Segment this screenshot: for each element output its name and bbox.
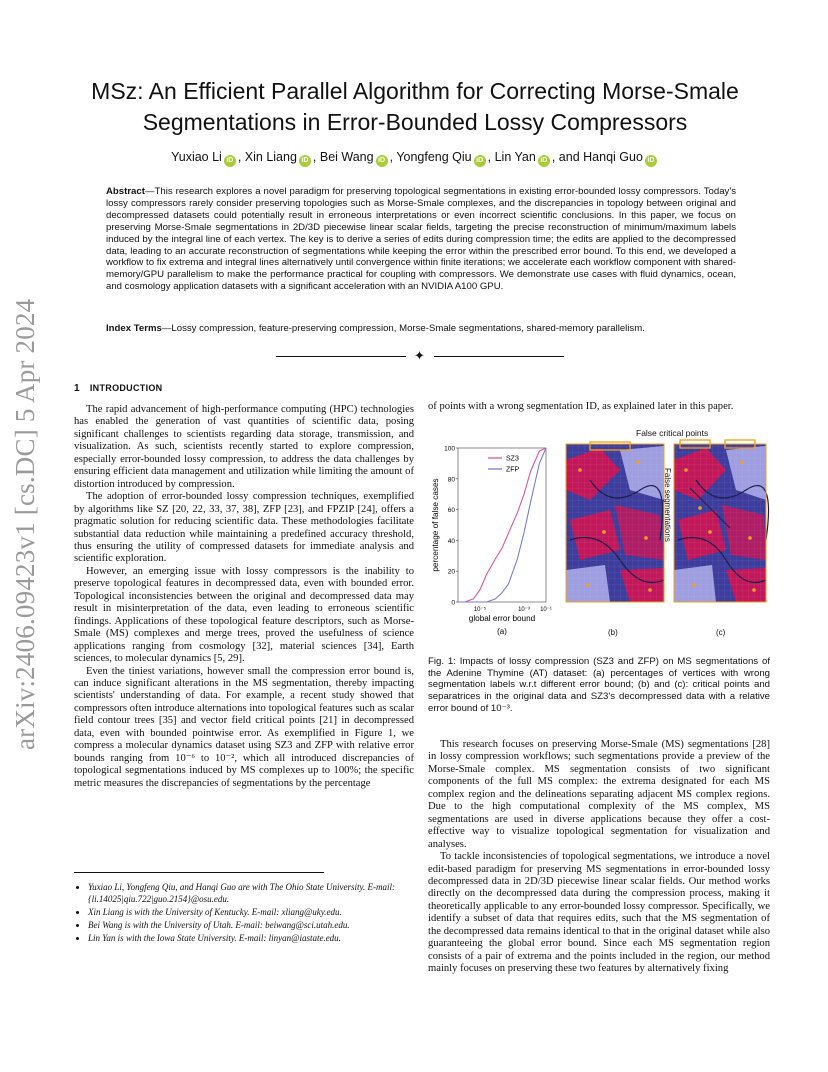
x-tick-label: 10⁻⁵	[473, 607, 487, 613]
author-name[interactable]: Lin Yan	[494, 150, 536, 164]
orcid-icon[interactable]: iD	[376, 155, 388, 167]
author-name[interactable]: Hanqi Guo	[583, 150, 643, 164]
orcid-icon[interactable]: iD	[645, 155, 657, 167]
false-segmentations-annotation: False segmentations	[663, 468, 672, 542]
orcid-icon[interactable]: iD	[474, 155, 486, 167]
abstract-label: Abstract	[106, 186, 145, 197]
body-paragraph: This research focuses on preserving Morse-Smale (MS) segmentations [28] in lossy compression workflows; such segmentations provide a preview of the Morse-Smale complex. MS segmentation consists of two significant components of the full MS complex: the extrema designated for each MS complex region and the delineations separating adjacent MS complex regions. Due to the high computational complexity of the MS complex, MS segmentations are used in diverse applications because they offer a cost-effective way to visualize topological segmentation for visualization and analyses.	[428, 739, 770, 850]
footnote-text: Bei Wang is with the University of Utah. E-mail: beiwang@sci.utah.edu.	[88, 919, 350, 930]
footnote-item	[88, 907, 419, 919]
right-column-continuation	[428, 401, 770, 413]
segmentation-original-image	[560, 440, 668, 645]
section-heading	[74, 383, 162, 394]
body-paragraph: However, an emerging issue with lossy compressors is the inability to preserve topological features in decompressed data, even with bounded error. Topological inconsistencies between the original and decompressed data may result in misinterpretation of the data, even leading to erroneous scientific findings. Applications of these topological feature descriptors, such as Morse-Smale (MS) complexes and merge trees, proved the usefulness of science applications ranging from cosmology [32], material sciences [34], Earth sciences, to molecular dynamics [5, 29].	[74, 565, 414, 665]
body-paragraph: Even the tiniest variations, however small the compression error bound is, can induce significant alterations in the MS segmentation, thereby impacting scientists' understanding of data. For example, a recent study showed that compressors often introduce alternations into topological features such as scalar field contour trees [35] and vector field critical points [21] in decompressed data, even with bounded pointwise error. As exemplified in Figure 1, we compress a molecular dynamics dataset using SZ3 and ZFP with relative error bounds ranging from 10⁻⁶ to 10⁻², which all introduced discrepancies of topological segmentations induced by MS complexes up to 100%; the specific metric measures the discrepancies of segmentations by the percentage	[74, 665, 414, 789]
body-paragraph: The rapid advancement of high-performance computing (HPC) technologies has enabled the generation of vast quantities of scientific data, posing significant challenges to scientists regarding data storage, transmission, and visualization. As such, scientists recently started to explore compression, especially error-bounded lossy compression, to address the data challenges by ensuring efficient data management and utilization while limiting the amount of distortion introduced by compression.	[74, 404, 414, 490]
y-tick-label: 60	[447, 507, 455, 515]
section-number: 1	[74, 383, 80, 394]
body-paragraph: The adoption of error-bounded lossy compression techniques, exemplified by algorithms like SZ [20, 22, 33, 37, 38], ZFP [23], and FPZIP [24], offers a pragmatic solution for reducing scientific data. These methodologies facilitate substantial data reduction while maintaining a predefined accuracy threshold, thus ensuring the utility of compressed datasets for immediate analysis and scientific exploration.	[74, 491, 414, 565]
y-tick-label: 80	[447, 476, 455, 484]
paper-title: MSz: An Efficient Parallel Algorithm for Correcting Morse-Smale Segmentations in Error-Bounded Lossy Compressors	[91, 78, 739, 135]
right-column-body	[428, 739, 770, 976]
footnote-text: Xin Liang is with the University of Kentucky. E-mail: xliang@uky.edu.	[88, 906, 342, 917]
section-title: INTRODUCTION	[89, 383, 163, 393]
series-line-sz3	[458, 448, 546, 602]
x-tick-label: 10⁻³	[518, 607, 530, 613]
x-axis-label: global error bound	[468, 614, 536, 623]
body-paragraph: of points with a wrong segmentation ID, as explained later in this paper.	[428, 401, 734, 412]
abstract	[106, 186, 736, 293]
author-name[interactable]: Yongfeng Qiu	[396, 150, 472, 164]
footnote-text: Lin Yan is with the Iowa State University. E-mail: linyan@iastate.edu.	[88, 932, 341, 943]
footnote-text: Yuxiao Li, Yongfeng Qiu, and Hanqi Guo are with The Ohio State University. E-mail: {li.14025|qiu.722|guo.2154}@osu.edu.	[88, 882, 396, 904]
figure-panel-a	[428, 440, 558, 645]
author-name[interactable]: Xin Liang	[244, 150, 297, 164]
abstract-text: —This research explores a novel paradigm for preserving topological segmentations in existing error-bounded lossy compressors. Today's lossy compressors rarely consider preserving topologies such as Morse-Smale complexes, and the discrepancies in topology between original and decompressed datasets could potentially result in erroneous interpretations or even incorrect scientific conclusions. In this paper, we focus on preserving Morse-Smale segmentations in 2D/3D piecewise linear scalar fields, targeting the precise reconstruction of minimum/maximum labels induced by the integral line of each vertex. The key is to derive a series of edits during compression time; the edits are applied to the decompressed data, leading to an accurate reconstruction of segmentations while keeping the error within the prescribed error bound. To this end, we developed a workflow to fix extrema and integral lines alternatively until convergence within finite iterations; we accelerate each workflow component with shared-memory/GPU parallelism to make the performance practical for coupling with compressors. We demonstrate use cases with fluid dynamics, ocean, and cosmology application datasets with a significant acceleration with an NVIDIA A100 GPU.	[106, 186, 736, 293]
section-separator	[276, 349, 566, 363]
footnote-rule	[74, 872, 324, 873]
orcid-icon[interactable]: iD	[299, 155, 311, 167]
footnote-item	[88, 920, 419, 932]
index-terms	[106, 323, 736, 335]
body-paragraph: To tackle inconsistencies of topological segmentations, we introduce a novel edit-based paradigm for preserving MS segmentations in error-bounded lossy decompressed data in 2D/3D piecewise linear scalar fields. Our method works directly on the decompressed data during the compression process, making it theoretically applicable to any error-bounded lossy compressor. Specifically, we identify a subset of data that requires edits, such that the MS segmentation of the decompressed data remains identical to that in the original dataset while also guaranteeing the global error bound. Since each MS segmentation region consists of a pair of extrema and the points included in the region, our method mainly focuses on preserving these two features by alternatively fixing	[428, 851, 770, 975]
y-tick-label: 0	[451, 599, 455, 607]
arxiv-identifier-stamp: arXiv:2406.09423v1 [cs.DC] 5 Apr 2024	[10, 298, 40, 750]
footnote-item	[88, 933, 419, 945]
y-tick-label: 20	[447, 568, 455, 576]
orcid-icon[interactable]: iD	[538, 155, 550, 167]
y-axis-label: percentage of false cases	[431, 478, 440, 572]
figure-panel-c	[636, 428, 770, 645]
x-tick-label: 10⁻¹	[540, 607, 552, 613]
orcid-icon[interactable]: iD	[224, 155, 236, 167]
panel-label-a: (a)	[497, 627, 507, 636]
legend-entry: SZ3	[506, 455, 519, 463]
plot-frame	[458, 448, 546, 602]
author-footnotes	[74, 882, 419, 946]
left-column-body	[74, 404, 414, 790]
figure-caption: Fig. 1: Impacts of lossy compression (SZ3 and ZFP) on MS segmentations of the Adenine Thymine (AT) dataset: (a) percentages of vertices with wrong segmentation labels w.r.t different error bound; (b) and (c): critical points and separatrices in the original data and SZ3's decompressed data with a relative error bound of 10⁻³.	[428, 656, 770, 714]
panel-label-b: (b)	[608, 628, 618, 637]
error-bound-chart	[428, 440, 558, 645]
index-terms-text: —Lossy compression, feature-preserving compression, Morse-Smale segmentations, shared-memory parallelism.	[161, 323, 645, 334]
footnote-item	[88, 882, 419, 905]
y-tick-label: 40	[447, 537, 455, 545]
series-line-zfp	[458, 448, 546, 602]
author-name[interactable]: Yuxiao Li	[171, 150, 222, 164]
author-name[interactable]: Bei Wang	[319, 150, 374, 164]
legend-entry: ZFP	[506, 466, 520, 474]
author-conjunction: and	[558, 150, 580, 164]
panel-label-c: (c)	[716, 628, 726, 637]
segmentation-decompressed-image	[670, 428, 770, 645]
author-list: Yuxiao Li iD , Xin Liang iD , Bei Wang iD , Yongfeng Qiu iD , Lin Yan iD , and Hanqi Guo iD	[60, 150, 770, 167]
false-critical-points-annotation: False critical points	[636, 428, 709, 438]
separator-diamond-icon: ✦	[414, 348, 425, 363]
figure-panel-b	[560, 440, 668, 645]
index-terms-label: Index Terms	[106, 323, 162, 334]
y-tick-label: 100	[444, 445, 455, 453]
